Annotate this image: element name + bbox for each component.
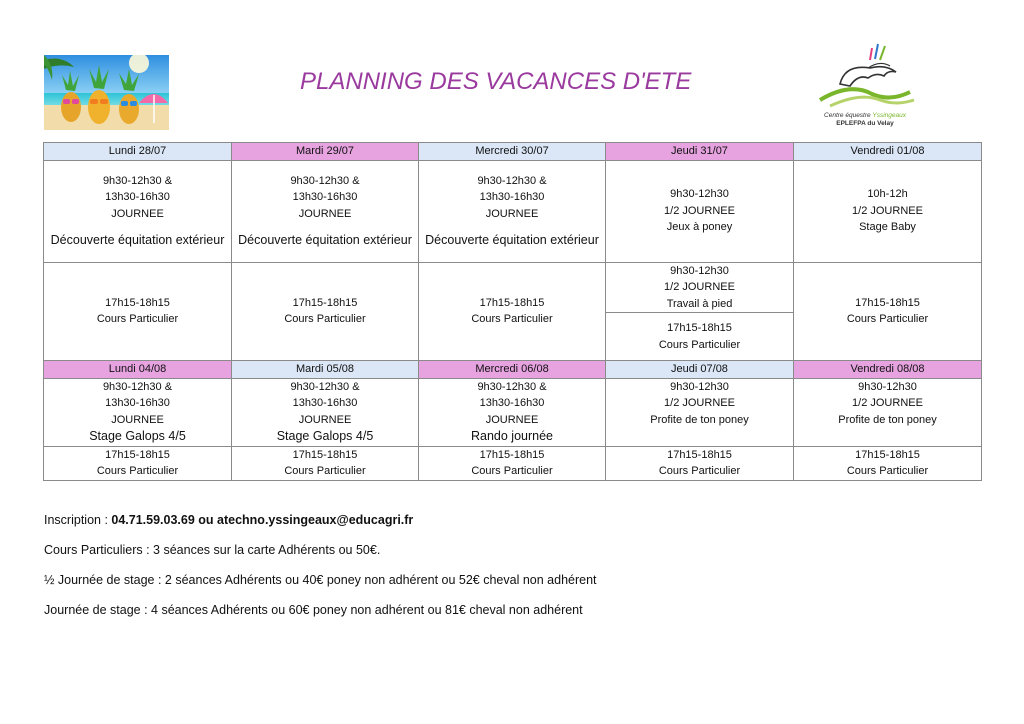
schedule-cell: 17h15-18h15 Cours Particulier (232, 262, 419, 361)
horse-logo-icon (810, 42, 920, 112)
logo-name: Centre équestre Yssingeaux (824, 112, 906, 119)
week1-header-row (44, 143, 982, 161)
day-header: Jeudi 07/08 (606, 361, 794, 379)
day-header: Jeudi 31/07 (606, 143, 794, 161)
note-line: ½ Journée de stage : 2 séances Adhérents ou 40€ poney non adhérent ou 52€ cheval non adhérent (44, 573, 597, 587)
schedule-cell: 9h30-12h30 & 13h30-16h30 JOURNEE Stage Galops 4/5 (44, 378, 232, 446)
schedule-table (43, 142, 982, 481)
club-logo (810, 42, 920, 132)
pricing-notes (44, 512, 597, 632)
schedule-cell: 17h15-18h15 Cours Particulier (606, 446, 794, 480)
schedule-cell: 17h15-18h15 Cours Particulier (419, 262, 606, 361)
schedule-cell: 9h30-12h30 1/2 JOURNEE Jeux à poney (606, 160, 794, 262)
schedule-cell: 9h30-12h30 1/2 JOURNEE Profite de ton poney (794, 378, 982, 446)
week2-afternoon-row (44, 446, 982, 480)
note-line: Cours Particuliers : 3 séances sur la carte Adhérents ou 50€. (44, 543, 381, 557)
page-title: PLANNING DES VACANCES D'ETE (300, 68, 692, 95)
day-header: Mercredi 06/08 (419, 361, 606, 379)
day-header: Vendredi 01/08 (794, 143, 982, 161)
schedule-cell: 10h-12h 1/2 JOURNEE Stage Baby (794, 160, 982, 262)
schedule-cell: 9h30-12h30 & 13h30-16h30 JOURNEE Découverte équitation extérieur (232, 160, 419, 262)
day-header: Lundi 28/07 (44, 143, 232, 161)
logo-subname: EPLEFPA du Velay (836, 120, 894, 127)
contact-info: 04.71.59.03.69 ou atechno.yssingeaux@educagri.fr (111, 513, 414, 527)
day-header: Mardi 05/08 (232, 361, 419, 379)
week1-morning-row (44, 160, 982, 262)
day-header: Mercredi 30/07 (419, 143, 606, 161)
schedule-cell: 9h30-12h30 & 13h30-16h30 JOURNEE Découverte équitation extérieur (44, 160, 232, 262)
day-header: Mardi 29/07 (232, 143, 419, 161)
note-line: Journée de stage : 4 séances Adhérents ou 60€ poney non adhérent ou 81€ cheval non adhérent (44, 603, 583, 617)
schedule-cell: 9h30-12h30 & 13h30-16h30 JOURNEE Stage Galops 4/5 (232, 378, 419, 446)
schedule-cell: 9h30-12h30 & 13h30-16h30 JOURNEE Découverte équitation extérieur (419, 160, 606, 262)
schedule-cell: 17h15-18h15 Cours Particulier (606, 313, 794, 361)
day-header: Vendredi 08/08 (794, 361, 982, 379)
week1-afternoon-row (44, 262, 982, 313)
inscription-line: Inscription : 04.71.59.03.69 ou atechno.yssingeaux@educagri.fr (44, 513, 414, 527)
schedule-cell: 17h15-18h15 Cours Particulier (794, 446, 982, 480)
schedule-cell: 17h15-18h15 Cours Particulier (419, 446, 606, 480)
schedule-cell: 17h15-18h15 Cours Particulier (44, 262, 232, 361)
week2-morning-row (44, 378, 982, 446)
schedule-cell: 9h30-12h30 & 13h30-16h30 JOURNEE Rando journée (419, 378, 606, 446)
schedule-cell: 9h30-12h30 1/2 JOURNEE Profite de ton poney (606, 378, 794, 446)
schedule-cell: 17h15-18h15 Cours Particulier (794, 262, 982, 361)
day-header: Lundi 04/08 (44, 361, 232, 379)
schedule-cell: 9h30-12h30 1/2 JOURNEE Travail à pied (606, 262, 794, 313)
schedule-cell: 17h15-18h15 Cours Particulier (44, 446, 232, 480)
beach-pineapples-image (44, 55, 169, 130)
week2-header-row (44, 361, 982, 379)
schedule-cell: 17h15-18h15 Cours Particulier (232, 446, 419, 480)
